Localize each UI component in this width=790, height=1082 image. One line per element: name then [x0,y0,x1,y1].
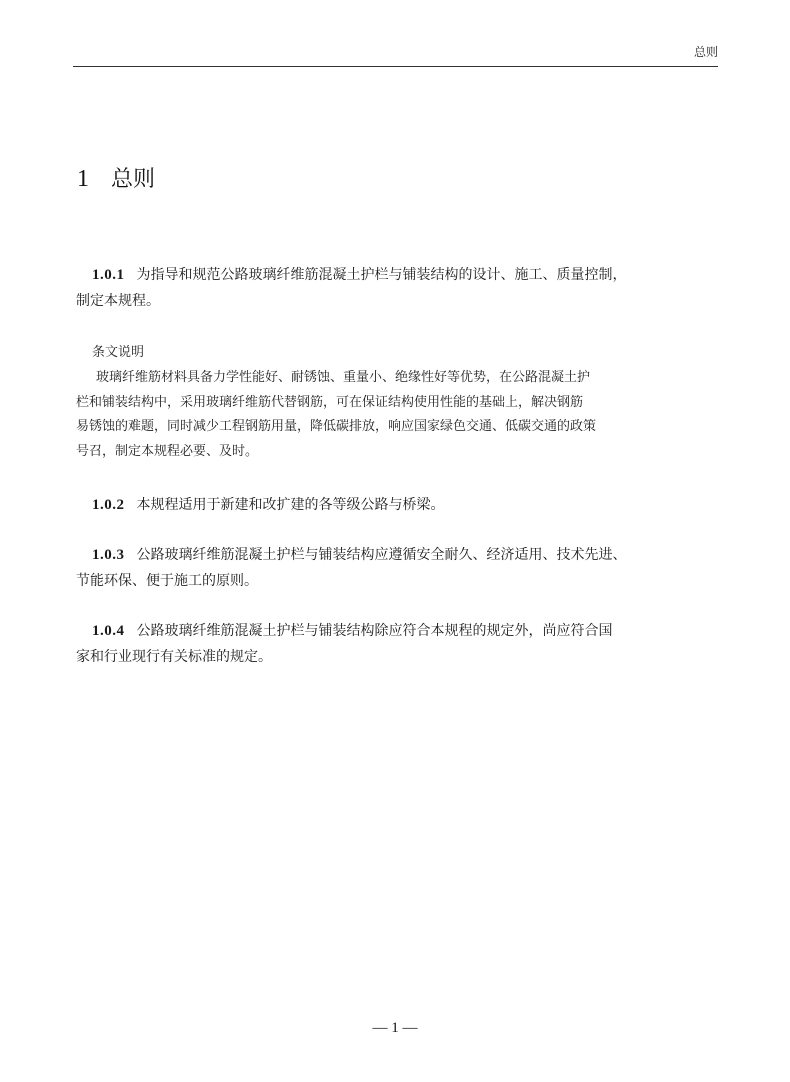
chapter-name: 总则 [111,167,156,192]
clause-line [76,262,724,288]
explanation-line: 易锈蚀的难题，同时减少工程钢筋用量，降低碳排放，响应国家绿色交通、低碳交通的政策 [76,419,597,434]
clause-1-0-3 [76,542,724,594]
clause-1-0-2 [76,492,724,518]
clause-1-0-4 [76,618,724,670]
chapter-number: 1 [77,166,89,192]
clause-text: 为指导和规范公路玻璃纤维筋混凝土护栏与铺装结构的设计、施工、质量控制， [136,267,627,283]
explanation-line: 玻璃纤维筋材料具备力学性能好、耐锈蚀、重量小、绝缘性好等优势，在公路混凝土护 [96,370,591,385]
header-rule [73,66,718,67]
clause-text: 公路玻璃纤维筋混凝土护栏与铺装结构除应符合本规程的规定外，尚应符合国 [136,623,613,639]
clause-number: 1.0.2 [92,497,125,513]
clause-line: 家和行业现行有关标准的规定。 [76,649,272,665]
clause-number: 1.0.4 [92,623,125,639]
explanation-line: 号召，制定本规程必要、及时。 [76,443,259,459]
clause-line [76,542,724,568]
clause-line [76,618,724,644]
clause-number: 1.0.3 [92,547,125,563]
clause-line [76,492,724,518]
running-header: 总则 [693,45,718,59]
clause-1-0-1 [76,262,724,314]
clause-text: 公路玻璃纤维筋混凝土护栏与铺装结构应遵循安全耐久、经济适用、技术先进、 [136,547,627,563]
clause-number: 1.0.1 [92,267,125,283]
page-number: — 1 — [372,1020,418,1036]
chapter-title [77,164,155,195]
explanation-line: 栏和铺装结构中，采用玻璃纤维筋代替钢筋，可在保证结构使用性能的基础上，解决钢筋 [76,394,584,410]
clause-line: 制定本规程。 [76,293,160,309]
explanation-body [76,366,724,464]
clause-line: 节能环保、便于施工的原则。 [76,573,258,589]
explanation-title: 条文说明 [92,345,145,360]
clause-text: 本规程适用于新建和改扩建的各等级公路与桥梁。 [136,497,445,513]
